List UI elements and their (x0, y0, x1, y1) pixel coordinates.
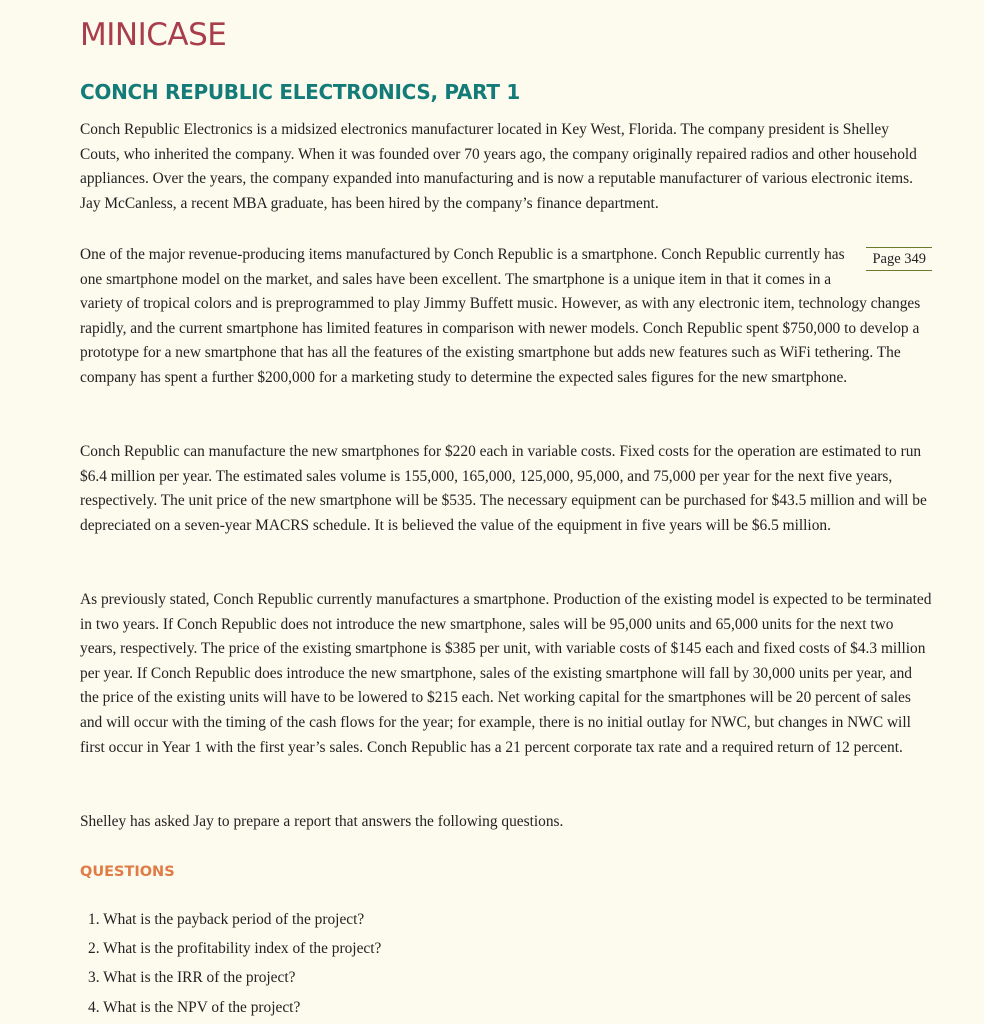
minicase-label: MINICASE (80, 17, 227, 53)
paragraph-intro: Conch Republic Electronics is a midsized electronics manufacturer located in Key West, Florida. The company president is Shelley Couts, who inherited the company. When it was founded over 70 years ago, the company originally repaired radios and other household appliances. Over the years, the company expanded into manufacturing and is now a reputable manufacturer of various electronic items. Jay McCanless, a recent MBA graduate, has been hired by the company’s finance department. (80, 121, 917, 212)
paragraph-costs: Conch Republic can manufacture the new smartphones for $220 each in variable costs. Fixed costs for the operation are estimated to run $6.4 million per year. The estimated sales volume is 155,000, 165,000, 125,000, 95,000, and 75,000 per year for the next five years, respectively. The unit price of the new smartphone will be $535. The necessary equipment can be purchased for $43.5 million and will be depreciated on a seven-year MACRS schedule. It is believed the value of the equipment in five years will be $6.5 million. (80, 443, 927, 534)
question-item: 4. What is the NPV of the project? (88, 998, 301, 1016)
case-title: CONCH REPUBLIC ELECTRONICS, PART 1 (80, 80, 520, 104)
question-item: 2. What is the profitability index of the project? (88, 940, 382, 958)
page-number-marker: Page 349 (866, 247, 932, 271)
paragraph-product (80, 243, 932, 391)
question-item: 3. What is the IRR of the project? (88, 969, 296, 987)
paragraph-request: Shelley has asked Jay to prepare a report that answers the following questions. (80, 813, 564, 830)
question-item: 1. What is the payback period of the project? (88, 911, 365, 928)
paragraph-product-text: One of the major revenue-producing items manufactured by Conch Republic is a smartphone. Conch Republic currently has one smartphone model on the market, and sales have been excellent. The smartphone is a unique item in that it comes in a variety of tropical colors and is preprogrammed to play Jimmy Buffett music. However, as with any electronic item, technology changes rapidly, and the current smartphone has limited features in comparison with newer models. Conch Republic spent $750,000 to develop a prototype for a new smartphone that has all the features of the existing smartphone but adds new features such as WiFi tethering. The company has spent a further $200,000 for a marketing study to determine the expected sales figures for the new smartphone. (80, 246, 921, 386)
questions-heading: QUESTIONS (80, 864, 175, 880)
question-list (80, 905, 381, 1022)
paragraph-existing-model: As previously stated, Conch Republic currently manufactures a smartphone. Production of the existing model is expected to be terminated in two years. If Conch Republic does not introduce the new smartphone, sales will be 95,000 units and 65,000 units for the next two years, respectively. The price of the existing smartphone is $385 per unit, with variable costs of $145 each and fixed costs of $4.3 million per year. If Conch Republic does introduce the new smartphone, sales of the existing smartphone will fall by 30,000 units per year, and the price of the existing units will have to be lowered to $215 each. Net working capital for the smartphones will be 20 percent of sales and will occur with the timing of the cash flows for the year; for example, there is no initial outlay for NWC, but changes in NWC will first occur in Year 1 with the first year’s sales. Conch Republic has a 21 percent corporate tax rate and a required return of 12 percent. (80, 591, 932, 756)
